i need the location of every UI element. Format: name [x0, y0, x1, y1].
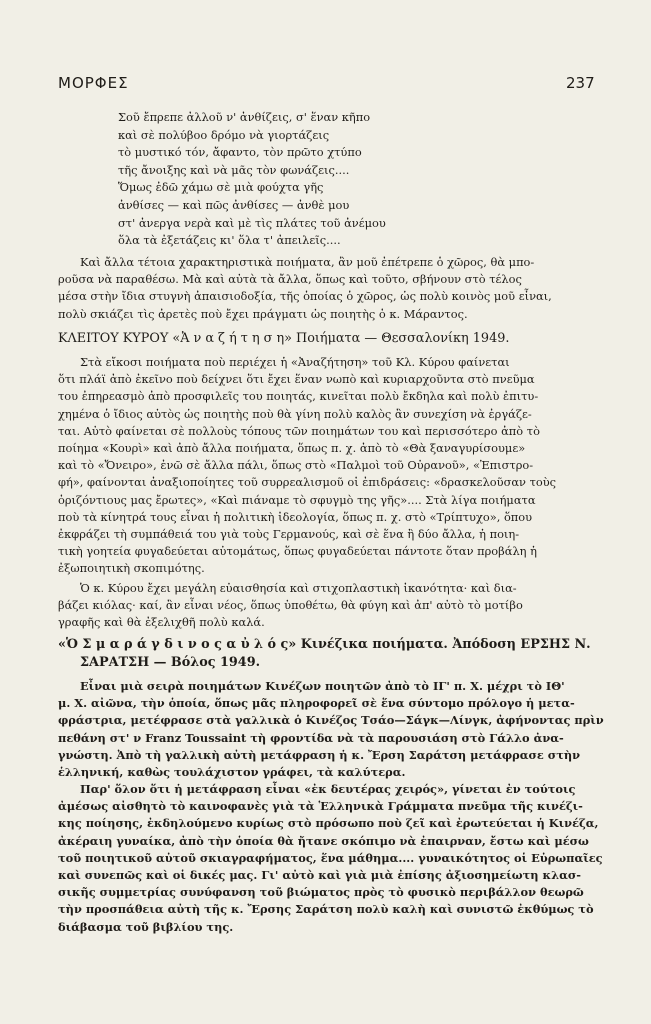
review-smaragdinos-paragraph-2	[58, 781, 605, 936]
text-line: Εἶναι μιὰ σειρὰ ποιημάτων Κινέζων ποιητῶν ἀπὸ τὸ ΙΓ' π. Χ. μέχρι τὸ ΙΘ'	[80, 679, 565, 693]
text-line: ροῦσα νὰ παραθέσω. Μὰ καὶ αὐτὰ τὰ ἄλλα, ὅπως καὶ τοῦτο, σβήνουν στὸ τέλος	[58, 272, 522, 287]
poem-line: ὅλα τὰ ἐξετάζεις κι' ὅλα τ' ἀπειλεῖς....	[118, 233, 341, 248]
paragraph-after-poem	[58, 254, 605, 323]
text-line: μέσα στὴν ἴδια στυγνὴ ἀπαισιοδοξία, τῆς ὁποίας ὁ χῶρος, ὡς πολὺ κοινὸς μοῦ εἶναι,	[58, 289, 552, 304]
review-heading-smaragdinos	[58, 636, 605, 671]
text-line: πεθάνη στ' ν Franz Toussaint τὴ φροντίδα νὰ τὰ παρουσιάση στὸ Γάλλο ἀνα-	[58, 730, 564, 745]
text-line: ποίημα «Κουρὶ» καὶ ἀπὸ ἄλλα ποιήματα, ὅπως π. χ. ἀπὸ τὸ «Θὰ ξαναγυρίσουμε»	[58, 441, 526, 456]
review-kyrou-paragraph-2	[58, 580, 605, 632]
text-line: ὁριζόντιους μας ἔρωτες», «Καὶ πιάναμε τὸ σφυγμὸ της γῆς».... Στὰ λίγα ποιήματα	[58, 492, 536, 507]
text-line: ὅτι πλάϊ ἀπὸ ἐκεῖνο ποὺ δείχνει ὅτι ἔχει ἕναν νωπὸ καὶ κυριαρχοῦντα στὸ πνεῦμα	[58, 372, 535, 387]
text-line: γραφῆς καὶ θὰ ἐξελιχθῆ πολὺ καλά.	[58, 615, 265, 630]
poem-line: τὸ μυστικό τόν, ἄφαντο, τὸν πρῶτο χτύπο	[118, 145, 362, 160]
text-line: Ὁ κ. Κύρου ἔχει μεγάλη εὐαισθησία καὶ στιχοπλαστικὴ ἱκανότητα· καὶ δια-	[80, 581, 517, 595]
poem-line: τῆς ἄνοιξης καὶ νὰ μᾶς τὸν φωνάζεις....	[118, 162, 350, 177]
text-line: καὶ τὸ «Ὄνειρο», ἐνῶ σὲ ἄλλα πάλι, ὅπως στὸ «Παλμοὶ τοῦ Οὐρανοῦ», «Ἐπιστρο-	[58, 458, 534, 473]
text-line: τικὴ γοητεία φυγαδεύεται αὐτομάτως, ὅπως φυγαδεύεται πάντοτε ὅταν προβάλη ἡ	[58, 544, 537, 559]
review-heading-kyrou: ΚΛΕΙΤΟΥ ΚΥΡΟΥ «Ἀ ν α ζ ή τ η σ η» Ποιήματα — Θεσσαλονίκη 1949.	[58, 331, 510, 346]
text-line: χημένα ὁ ἴδιος αὐτὸς ὡς ποιητὴς ποὺ θὰ γίνη πολὺ καλὸς ἂν συνεχίση νὰ ἐργάζε-	[58, 406, 532, 421]
text-line: σικῆς συμμετρίας συνύφανση τοῦ βιώματος πρὸς τὸ φυσικὸ περιβάλλον θεωρῶ	[58, 885, 584, 900]
heading-line: «Ὁ Σ μ α ρ ά γ δ ι ν ο ς α ὐ λ ό ς» Κινέζικα ποιήματα. Ἀπόδοση ΕΡΣΗΣ Ν.	[58, 637, 591, 652]
text-line: βάζει κιόλας· καί, ἂν εἶναι νέος, ὅπως ὑποθέτω, θὰ φύγη καὶ ἀπ' αὐτὸ τὸ μοτίβο	[58, 598, 523, 613]
text-line: τοῦ ποιητικοῦ αὐτοῦ σκιαγραφήματος, ἕνα μάθημα.... γυναικότητος οἱ Εὐρωπαῖες	[58, 850, 603, 865]
text-line: ἀκέραιη γυναίκα, ἀπὸ τὴν ὁποία θὰ ἤτανε σκόπιμο νὰ ἐπαιρναν, ἔστω καὶ μέσω	[58, 833, 589, 848]
running-header-title: ΜΟΡΦΕΣ	[58, 74, 129, 92]
text-line: πολὺ σκιάζει τὶς ἀρετὲς ποὺ ἔχει πράγματι ὡς ποιητὴς ὁ κ. Μάραντος.	[58, 306, 468, 321]
text-line: φή», φαίνονται ἀναξιοποίητες τοῦ συρρεαλισμοῦ οἱ ἐπιδράσεις: «δρασκελοῦσαν τοὺς	[58, 475, 557, 490]
page-number: 237	[566, 74, 595, 92]
poem-line: Ὅμως ἐδῶ χάμω σὲ μιὰ φούχτα γῆς	[118, 180, 324, 195]
poem-line: ἀνθίσες — καὶ πῶς ἀνθίσες — ἀνθὲ μου	[118, 197, 350, 212]
text-line: φράστρια, μετέφρασε στὰ γαλλικὰ ὁ Κινέζος Τσάο—Σάγκ—Λίνγκ, ἀφήνοντας πρὶν	[58, 713, 604, 728]
text-line: ποὺ τὰ κίνητρά τους εἶναι ἡ πολιτικὴ ἰδεολογία, ὅπως π. χ. στὸ «Τρίπτυχο», ὅπου	[58, 509, 533, 524]
text-line: ἐξωποιητικὴ σκοπιμότης.	[58, 561, 205, 576]
text-line: του ἐπηρεασμὸ ἀπὸ προσφιλεῖς του ποιητάς, κινεῖται πολὺ ἔκδηλα καὶ πολὺ ἐπιτυ-	[58, 389, 539, 404]
text-line: ἑλληνική, καθὼς τουλάχιστον γράφει, τὰ καλύτερα.	[58, 765, 406, 780]
text-line: ἀμέσως αἰσθητὸ τὸ καινοφανὲς γιὰ τὰ Ἑλληνικὰ Γράμματα πνεῦμα τῆς κινέζι-	[58, 799, 583, 814]
poem-line: καὶ σὲ πολύβοο δρόμο νὰ γιορτάζεις	[118, 127, 330, 142]
text-line: καὶ συνεπῶς καὶ οἱ δικές μας. Γι' αὐτὸ καὶ γιὰ μιὰ ἐπίσης ἀξιοσημείωτη κλασ-	[58, 868, 581, 883]
poem-line: Σοῦ ἔπρεπε ἀλλοῦ ν' ἀνθίζεις, σ' ἕναν κῆπο	[118, 110, 371, 124]
text-line: γνώστη. Ἀπὸ τὴ γαλλικὴ αὐτὴ μετάφραση ἡ κ. Ἔρση Σαράτση μετάφρασε στὴν	[58, 747, 581, 762]
text-line: διάβασμα τοῦ βιβλίου της.	[58, 919, 234, 934]
poem-excerpt	[118, 109, 538, 250]
text-line: τὴν προσπάθεια αὐτὴ τῆς κ. Ἔρσης Σαράτση πολὺ καλὴ καὶ συνιστῶ ἐκθύμως τὸ	[58, 902, 594, 917]
text-line: ται. Αὐτὸ φαίνεται σὲ πολλοὺς τόπους τῶν ποιημάτων του καὶ περισσότερο ἀπὸ τὸ	[58, 423, 540, 438]
text-line: Καὶ ἄλλα τέτοια χαρακτηριστικὰ ποιήματα, ἂν μοῦ ἐπέτρεπε ὁ χῶρος, θὰ μπο-	[80, 255, 535, 269]
heading-line: ΣΑΡΑΤΣΗ — Βόλος 1949.	[80, 654, 261, 670]
review-kyrou-paragraph-1	[58, 354, 605, 578]
review-smaragdinos-paragraph-1	[58, 678, 605, 781]
text-line: ἐκφράζει τὴ συμπάθειά του γιὰ τοὺς Γερμανούς, καὶ σὲ ἕνα ἢ δύο ἄλλα, ἡ ποιη-	[58, 527, 520, 542]
text-line: μ. Χ. αἰῶνα, τὴν ὁποία, ὅπως μᾶς πληροφορεῖ σὲ ἕνα σύντομο πρόλογο ἡ μετα-	[58, 696, 575, 711]
text-line: Στὰ εἴκοσι ποιήματα ποὺ περιέχει ἡ «Ἀναζήτηση» τοῦ Κλ. Κύρου φαίνεται	[80, 355, 510, 369]
text-line: κης ποίησης, ἐκδηλούμενο κυρίως στὸ πρόσωπο ποὺ ζεῖ καὶ ἐρωτεύεται ἡ Κινέζα,	[58, 816, 599, 831]
poem-line: στ' ἀνεργα νερὰ καὶ μὲ τὶς πλάτες τοῦ ἀνέμου	[118, 215, 386, 230]
text-line: Παρ' ὅλον ὅτι ἡ μετάφραση εἶναι «ἐκ δευτέρας χειρός», γίνεται ἐν τούτοις	[80, 782, 576, 796]
